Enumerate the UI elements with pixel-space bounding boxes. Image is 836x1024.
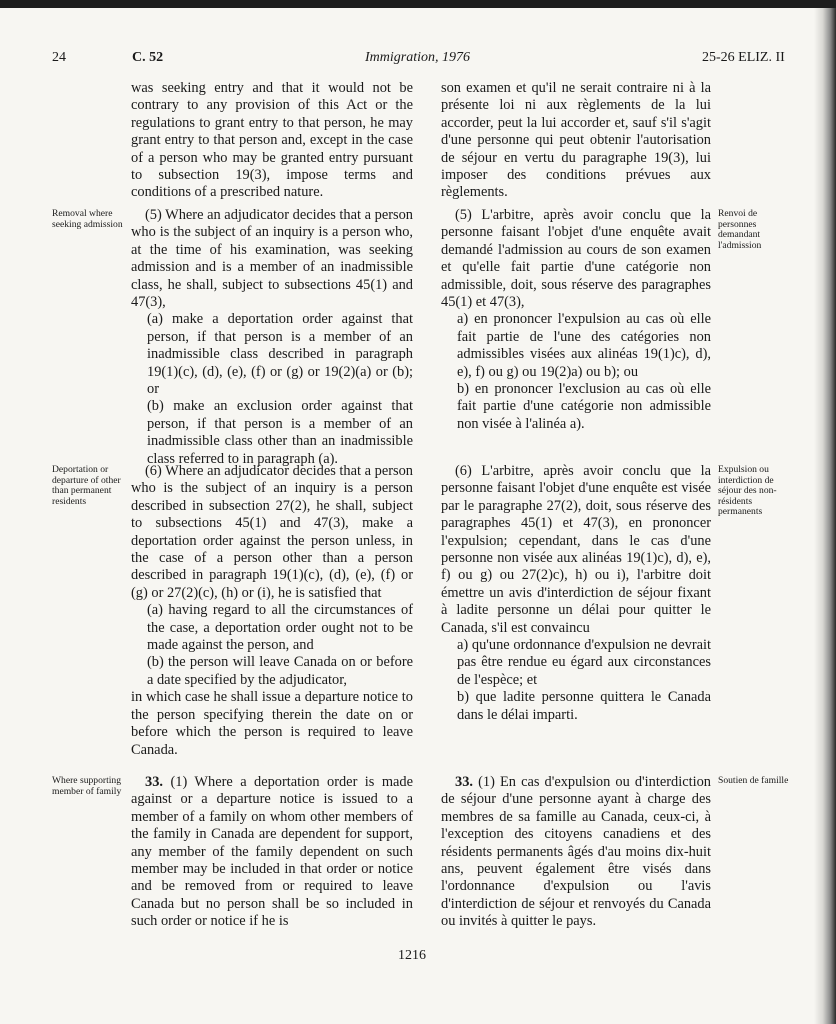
french-paragraph-5b: b) en prononcer l'exclusion au cas où elle fait partie d'une catégorie non admissible non visée à l'alinéa a). <box>457 381 711 432</box>
french-section-33-number: 33. <box>455 774 473 790</box>
chapter-number: C. 52 <box>132 50 164 65</box>
french-subsection-6: (6) L'arbitre, après avoir conclu que la personne faisant l'objet d'une enquête est visée par le paragraphe 27(2), doit, sous réserve des paragraphes 45(1) et 47(3), en prononcer l'expulsion; cependant, dans le cas d'une personne non visée aux alinéas 19(1)c), d), e), f) ou g) ou 27(2)c), h) ou i), l'arbitre doit émettre un avis d'interdiction de séjour fixant à ladite personne un délai pour quitter le Canada, s'il est convaincu <box>441 463 711 636</box>
regnal-year: 25-26 ELIZ. II <box>702 50 785 65</box>
english-section-33-block <box>131 774 413 931</box>
english-subsection-6: (6) Where an adjudicator decides that a person who is the subject of an inquiry is a person described in subsection 27(2), he shall, subject to subsections 45(1) and 47(3), make a deportation order against the person unless, in the case of a person other than a person described in paragraph 19(1)(c), (d), (e), (f) or (g) or 27(2)(c), (h) or (i), he is satisfied that <box>131 463 413 601</box>
english-intro: was seeking entry and that it would not be contrary to any provision of this Act or the regulations to grant entry to that person, he may grant entry to that person and, except in the case of a person who may be granted entry pursuant to subsection 19(3), impose terms and conditions of a prescribed nature. <box>131 80 413 201</box>
english-subsection-5: (5) Where an adjudicator decides that a person who is the subject of an inquiry is a person who, at the time of his examination, was seeking admission and is a member of an inadmissible class, he shall, subject to subsections 45(1) and 47(3), <box>131 207 413 311</box>
french-paragraph-6b: b) que ladite personne quittera le Canada dans le délai imparti. <box>457 689 711 723</box>
french-section-33 <box>441 774 711 931</box>
running-title: Immigration, 1976 <box>365 50 470 65</box>
english-section-33 <box>131 774 413 931</box>
english-subsection-5-block <box>131 207 413 468</box>
french-subsection-6-block <box>441 463 711 724</box>
english-paragraph-5b: (b) make an exclusion order against that person, if that person is a member of an inadmissible class other than an inadmissible class referred to in paragraph (a). <box>147 398 413 467</box>
margin-note-renvoi: Renvoi de personnes demandant l'admission <box>718 208 762 251</box>
english-intro-block <box>131 80 413 202</box>
english-paragraph-6a: (a) having regard to all the circumstances of the case, a deportation order ought not to be made against the person, and <box>147 602 413 654</box>
english-section-33-number: 33. <box>145 774 163 790</box>
margin-note-deportation-non-permanent: Deportation or departure of other than permanent residents <box>52 464 121 507</box>
french-intro-block <box>441 80 711 202</box>
french-section-33-text: (1) En cas d'expulsion ou d'interdiction de séjour d'une personne ayant à charge des membres de sa famille au Canada, ceux-ci, à l'exception des citoyens canadiens et des résidents permanents âgés d'au moins dix-huit ans, peuvent également être visés dans l'ordonnance d'expulsion ou l'avis d'interdiction de séjour et renvoyés du Canada ou invités à quitter le pays. <box>441 774 711 930</box>
scan-top-edge <box>0 0 836 8</box>
page-number: 24 <box>52 50 66 65</box>
margin-note-expulsion: Expulsion ou interdiction de séjour des non-résidents permanents <box>718 464 777 518</box>
french-paragraph-5a: a) en prononcer l'expulsion au cas où elle fait partie de l'une des catégories non admissibles visées aux alinéas 19(1)c), d), e), f) ou g) ou 19(2)a) ou b); ou <box>457 311 711 380</box>
folio-number: 1216 <box>398 948 426 963</box>
english-section-33-text: (1) Where a deportation order is made against or a departure notice is issued to a member of a family on whom other members of the family in Canada are dependent for support, any member of the family dependent on such member may be included in that order or notice and be removed from or required to leave Canada but no person shall be so included in such order or notice if he is <box>131 774 414 930</box>
english-subsection-6-block <box>131 463 413 759</box>
margin-note-supporting-member: Where supporting member of family <box>52 775 122 797</box>
margin-note-removal-seeking-admission: Removal where seeking admission <box>52 208 123 230</box>
english-paragraph-5a: (a) make a deportation order against that person, if that person is a member of an inadmissible class described in paragraph 19(1)(c), (d), (e), (f) or (g) or 19(2)(a) or (b); or <box>147 311 413 398</box>
english-paragraph-6b: (b) the person will leave Canada on or before a date specified by the adjudicator, <box>147 654 413 688</box>
french-subsection-5-block <box>441 207 711 433</box>
english-subsection-6-tail: in which case he shall issue a departure notice to the person specifying therein the date on or before which the person is required to leave Canada. <box>131 689 413 758</box>
french-section-33-block <box>441 774 711 931</box>
french-intro: son examen et qu'il ne serait contraire ni à la présente loi ni aux règlements de la lui accorder, peut la lui accorder et, sauf s'il s'agit d'une personne qui peut obtenir l'autorisation de séjour en vertu du paragraphe 19(3), lui imposer des conditions prévues aux règlements. <box>441 80 711 201</box>
french-subsection-5: (5) L'arbitre, après avoir conclu que la personne faisant l'objet d'une enquête avait demandé l'admission au cours de son examen et qu'elle fait partie d'une catégorie non admissible, doit, sous réserve des paragraphes 45(1) et 47(3), <box>441 207 711 311</box>
french-paragraph-6a: a) qu'une ordonnance d'expulsion ne devrait pas être rendue eu égard aux circonstances de l'espèce; et <box>457 637 711 688</box>
margin-note-soutien: Soutien de famille <box>718 775 789 786</box>
book-spine-shadow <box>814 8 836 1024</box>
